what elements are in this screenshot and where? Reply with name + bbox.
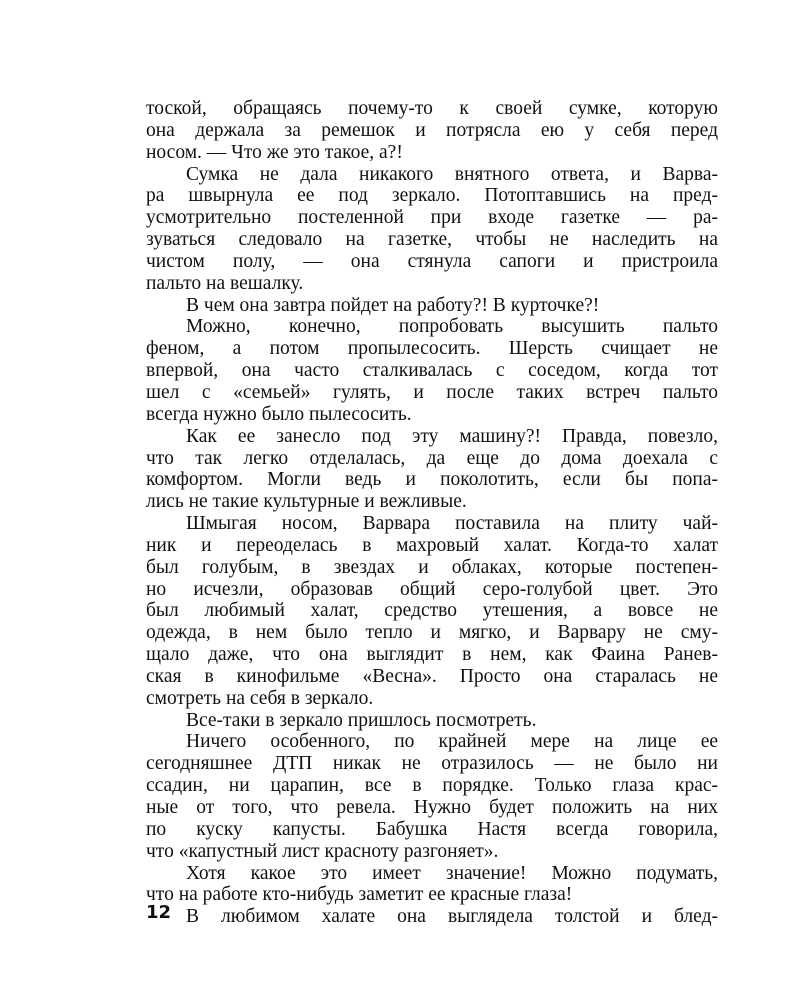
text-line: усмотрительно постеленной при входе газетке — ра-	[146, 207, 718, 229]
text-line: смотреть на себя в зеркало.	[146, 687, 374, 709]
text-line: комфортом. Могли ведь и поколотить, если бы попа-	[146, 469, 718, 491]
text-line: ник и переоделась в махровый халат. Когда-то халат	[146, 534, 718, 556]
text-line: феном, а потом пропылесосить. Шерсть счищает не	[146, 338, 718, 360]
text-line: шел с «семьей» гулять, и после таких встреч пальто	[146, 381, 718, 403]
text-line: Сумка не дала никакого внятного ответа, и Варва-	[186, 163, 718, 185]
text-line: лись не такие культурные и вежливые.	[146, 491, 467, 513]
page-number: 12	[146, 902, 172, 923]
text-line: ссадин, ни царапин, все в порядке. Только глаза крас-	[146, 775, 718, 797]
text-line: щало даже, что она выглядит в нем, как Фаина Ранев-	[146, 644, 718, 666]
text-line: зуваться следовало на газетке, чтобы не наследить на	[146, 229, 718, 251]
text-line: сегодняшнее ДТП никак не отразилось — не было ни	[146, 753, 718, 775]
text-line: Все-таки в зеркало пришлось посмотреть.	[186, 709, 537, 731]
text-line: ра швырнула ее под зеркало. Потоптавшись на пред-	[146, 185, 718, 207]
text-line: пальто на вешалку.	[146, 272, 304, 294]
text-line: ская в кинофильме «Весна». Просто она старалась не	[146, 665, 718, 687]
text-line: что «капустный лист красноту разгоняет».	[146, 840, 499, 862]
text-line: впервой, она часто сталкивалась с соседом, когда тот	[146, 360, 718, 382]
text-line: был любимый халат, средство утешения, а вовсе не	[146, 600, 718, 622]
text-line: тоской, обращаясь почему-то к своей сумке, которую	[146, 98, 718, 119]
text-line: В любимом халате она выглядела толстой и блед-	[186, 906, 718, 928]
text-line: по куску капусты. Бабушка Настя всегда говорила,	[146, 818, 718, 840]
body-text	[146, 98, 718, 928]
text-line: Ничего особенного, по крайней мере на лице ее	[186, 731, 718, 753]
text-line: Шмыгая носом, Варвара поставила на плиту чай-	[186, 513, 718, 535]
text-line: Как ее занесло под эту машину?! Правда, повезло,	[186, 425, 718, 447]
text-line: что на работе кто-нибудь заметит ее красные глаза!	[146, 884, 573, 906]
text-line: носом. — Что же это такое, а?!	[146, 141, 403, 163]
text-line: она держала за ремешок и потрясла ею у себя перед	[146, 119, 718, 141]
text-line: что так легко отделалась, да еще до дома доехала с	[146, 447, 718, 469]
text-line: одежда, в нем было тепло и мягко, и Варвару не сму-	[146, 622, 718, 644]
text-line: но исчезли, образовав общий серо-голубой цвет. Это	[146, 578, 718, 600]
text-line: всегда нужно было пылесосить.	[146, 403, 412, 425]
text-line: Хотя какое это имеет значение! Можно подумать,	[186, 862, 718, 884]
text-line: был голубым, в звездах и облаках, которые постепен-	[146, 556, 718, 578]
text-line: Можно, конечно, попробовать высушить пальто	[186, 316, 718, 338]
text-line: В чем она завтра пойдет на работу?! В курточке?!	[186, 294, 600, 316]
text-line: чистом полу, — она стянула сапоги и пристроила	[146, 250, 718, 272]
text-line: ные от того, что ревела. Нужно будет положить на них	[146, 797, 718, 818]
